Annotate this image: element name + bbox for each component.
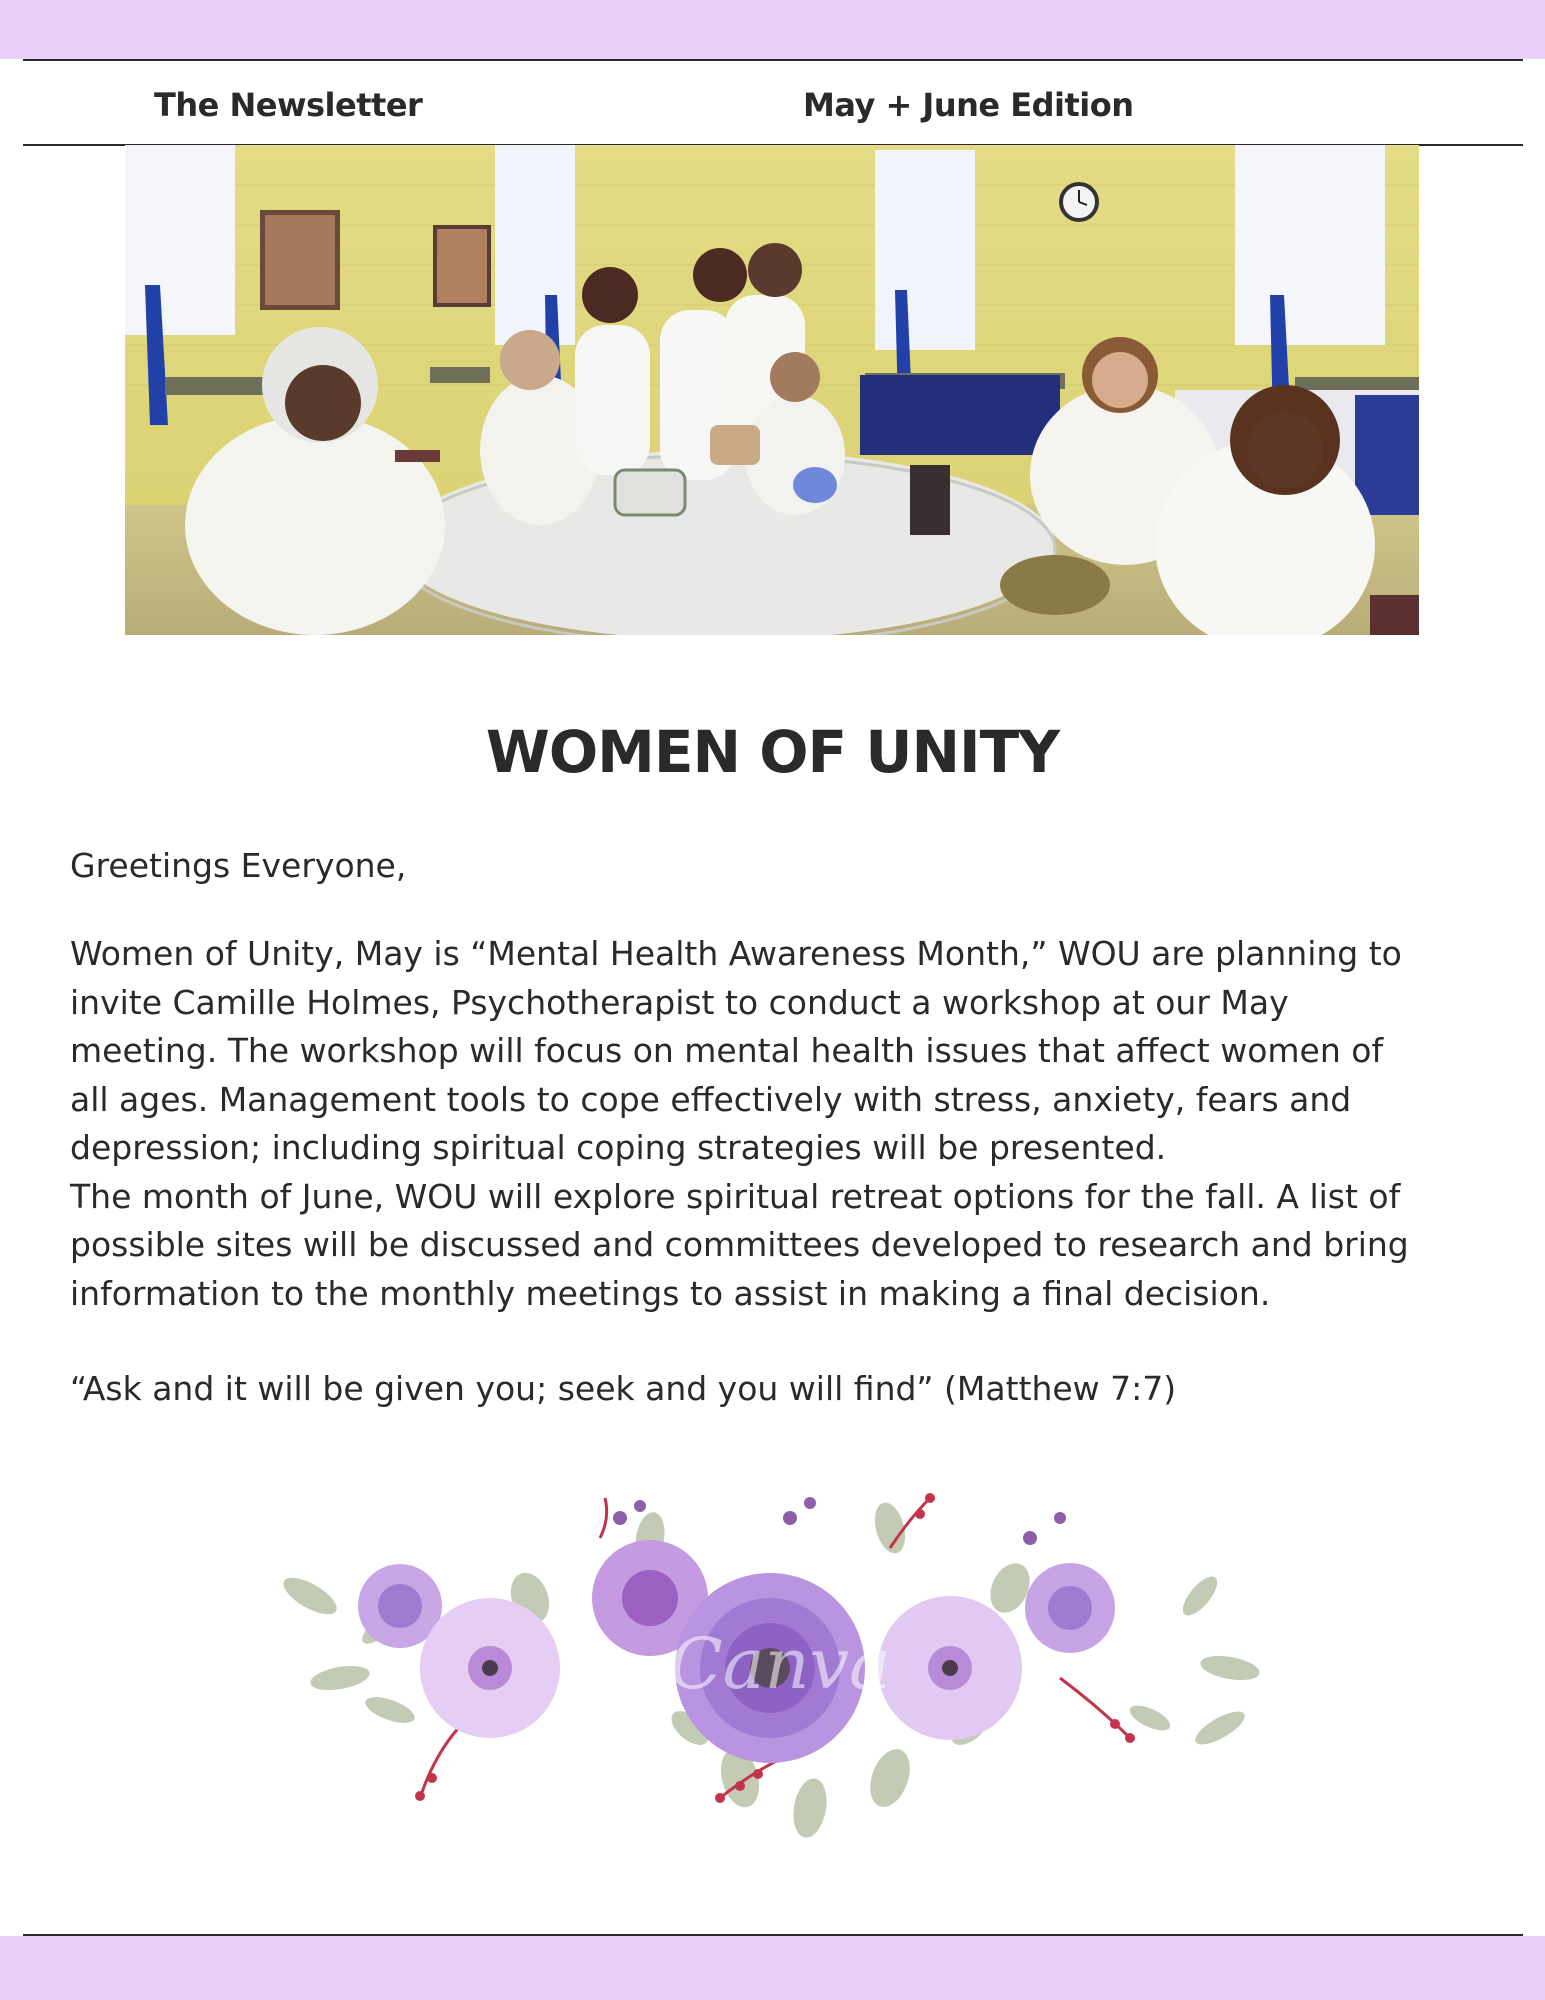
main-paragraph — [70, 930, 1480, 1318]
bottom-band — [0, 1936, 1545, 2000]
floral-decoration — [270, 1478, 1290, 1853]
edition-label: May + June Edition — [803, 86, 1134, 124]
paragraph-line: depression; including spiritual coping strategies will be presented. — [70, 1128, 1167, 1167]
paragraph-line: invite Camille Holmes, Psychotherapist to conduct a workshop at our May — [70, 982, 1289, 1022]
paragraph-line: meeting. The workshop will focus on mental health issues that affect women of — [70, 1031, 1384, 1070]
greeting — [70, 842, 1480, 891]
header-top-rule — [23, 59, 1523, 61]
paragraph-line: possible sites will be discussed and committees developed to research and bring — [70, 1225, 1409, 1264]
paragraph-line: Women of Unity, May is “Mental Health Awareness Month,” WOU are planning to — [70, 934, 1402, 973]
paragraph-line: The month of June, WOU will explore spiritual retreat options for the fall. A list of — [70, 1176, 1401, 1216]
group-photo — [125, 145, 1419, 635]
page-title: WOMEN OF UNITY — [485, 718, 1060, 786]
paragraph-line: all ages. Management tools to cope effectively with stress, anxiety, fears and — [70, 1079, 1352, 1119]
paragraph-line: information to the monthly meetings to assist in making a final decision. — [70, 1273, 1271, 1313]
watermark-text: Canva — [669, 1623, 891, 1705]
floral-arrangement-icon — [270, 1478, 1290, 1853]
newsletter-label: The Newsletter — [154, 86, 423, 124]
greeting-text: Greetings Everyone, — [70, 846, 407, 885]
scripture-quote — [70, 1365, 1480, 1414]
group-photo-image — [125, 145, 1419, 635]
top-band — [0, 0, 1545, 59]
quote-text: “Ask and it will be given you; seek and you will find” (Matthew 7:7) — [70, 1369, 1177, 1408]
